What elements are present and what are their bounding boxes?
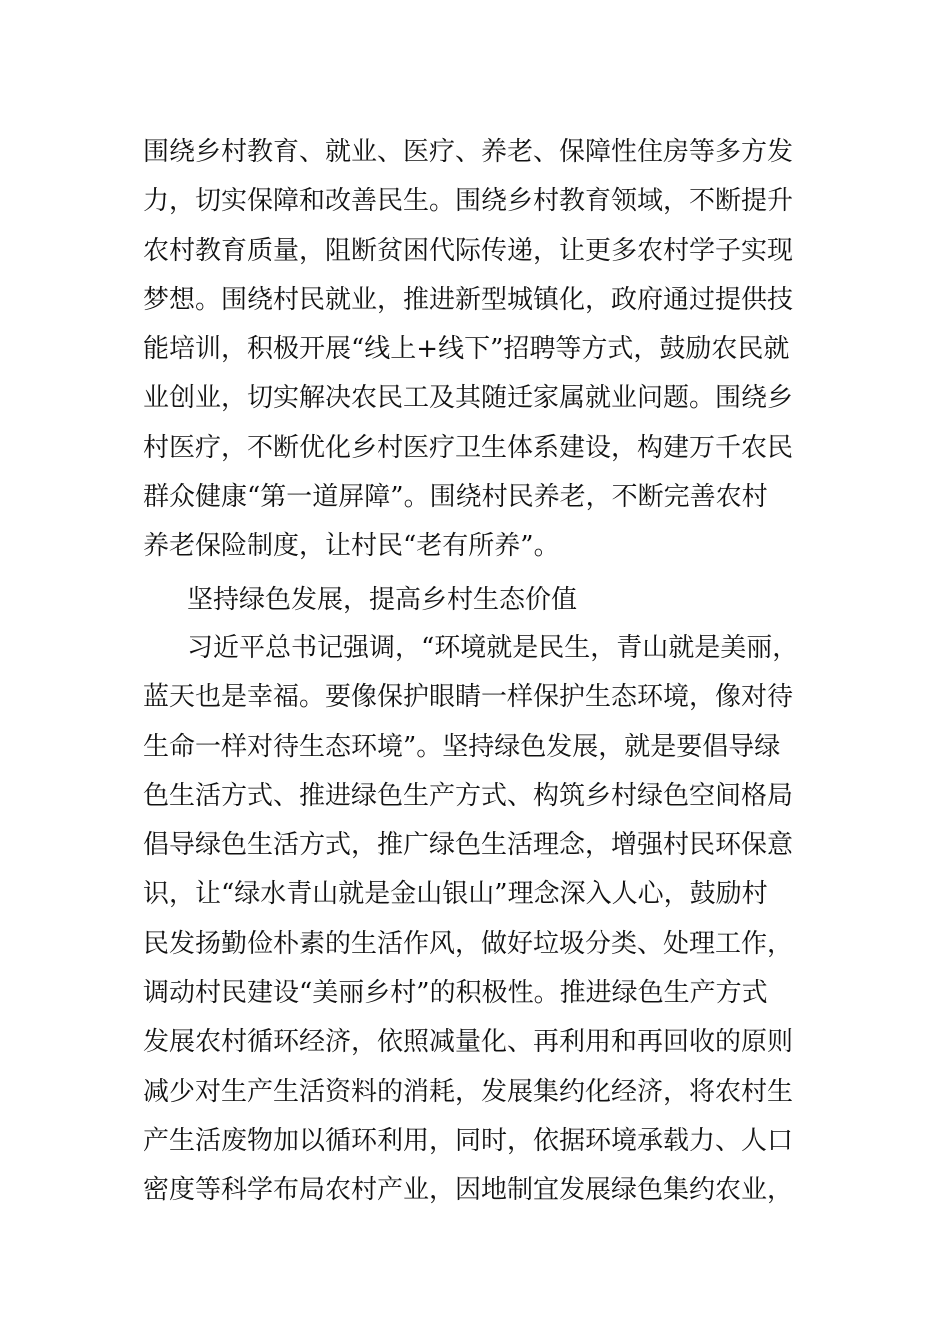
paragraph-line: 村医疗，不断优化乡村医疗卫生体系建设，构建万千农民 (143, 432, 794, 463)
paragraph-line: 农村教育质量，阻断贫困代际传递，让更多农村学子实现 (143, 235, 794, 266)
section-heading-block (143, 576, 813, 625)
paragraph-line: 梦想。围绕村民就业，推进新型城镇化，政府通过提供技 (143, 284, 794, 315)
section-heading: 坚持绿色发展，提高乡村生态价值 (187, 585, 578, 615)
paragraph-line: 蓝天也是幸福。要像保护眼睛一样保护生态环境，像对待 (143, 682, 794, 713)
paragraph-line: 倡导绿色生活方式，推广绿色生活理念，增强村民环保意 (143, 830, 794, 861)
paragraph-line: 产生活废物加以循环利用，同时，依据环境承载力、人口 (143, 1125, 794, 1156)
paragraph-line: 密度等科学布局农村产业，因地制宜发展绿色集约农业， (143, 1175, 794, 1206)
paragraph-livelihood (143, 128, 813, 572)
paragraph-line: 业创业，切实解决农民工及其随迁家属就业问题。围绕乡 (143, 383, 794, 414)
paragraph-line: 识，让“绿水青山就是金山银山”理念深入人心，鼓励村 (143, 879, 768, 910)
paragraph-green-development (143, 624, 813, 1216)
paragraph-line: 围绕乡村教育、就业、医疗、养老、保障性住房等多方发 (143, 137, 794, 167)
paragraph-line: 群众健康“第一道屏障”。围绕村民养老，不断完善农村 (143, 482, 768, 513)
paragraph-line: 养老保险制度，让村民“老有所养”。 (143, 531, 560, 562)
paragraph-line: 减少对生产生活资料的消耗，发展集约化经济，将农村生 (143, 1076, 794, 1107)
paragraph-line: 色生活方式、推进绿色生产方式、构筑乡村绿色空间格局 (143, 780, 794, 811)
paragraph-line: 习近平总书记强调，“环境就是民生，青山就是美丽， (187, 633, 799, 663)
paragraph-line: 生命一样对待生态环境”。坚持绿色发展，就是要倡导绿 (143, 731, 781, 762)
paragraph-line: 力，切实保障和改善民生。围绕乡村教育领域，不断提升 (143, 186, 794, 217)
paragraph-line: 调动村民建设“美丽乡村”的积极性。推进绿色生产方式 (143, 978, 768, 1009)
paragraph-line: 民发扬勤俭朴素的生活作风，做好垃圾分类、处理工作， (143, 928, 794, 959)
paragraph-line: 发展农村循环经济，依照减量化、再利用和再回收的原则 (143, 1027, 794, 1058)
paragraph-line: 能培训，积极开展“线上+线下”招聘等方式，鼓励农民就 (143, 334, 790, 365)
